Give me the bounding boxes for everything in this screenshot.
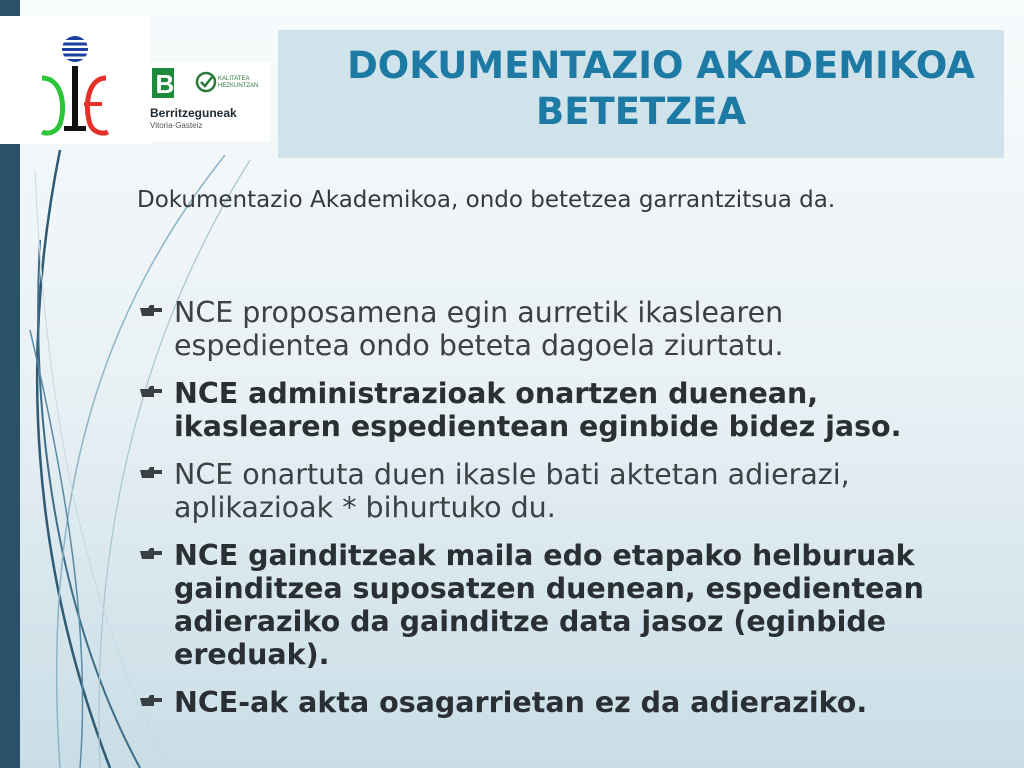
page-title-line2: BETETZEA — [536, 90, 746, 133]
page-title-line1: DOKUMENTAZIO AKADEMIKOA — [347, 44, 975, 87]
b-letter-icon — [152, 68, 174, 99]
bullet-text: NCE proposamena egin aurretik ikaslearen espedientea ondo beteta dagoela ziurtatu. — [174, 296, 784, 362]
dje-logo — [0, 16, 150, 144]
kalitatea-line1: KALITATEA — [218, 76, 250, 82]
bullet-item — [136, 686, 936, 719]
bullet-item — [136, 296, 936, 362]
title-banner — [278, 30, 1004, 158]
berritzeguneak-logo — [146, 62, 270, 142]
berritzeguneak-name: Berritzeguneak — [150, 106, 237, 120]
pointing-hand-icon — [138, 465, 164, 483]
pointing-hand-icon — [138, 693, 164, 711]
kalitatea-line2: HEZKUNTZAN — [218, 83, 259, 89]
bullet-item — [136, 377, 936, 443]
pointing-hand-icon — [138, 384, 164, 402]
bullet-text: NCE onartuta duen ikasle bati aktetan adierazi, aplikazioak * bihurtuko du. — [174, 458, 850, 524]
bullet-item — [136, 539, 936, 671]
bullet-text: NCE administrazioak onartzen duenean, ikaslearen espedientean eginbide bidez jaso. — [174, 377, 902, 443]
bullet-text: NCE-ak akta osagarrietan ez da adieraziko. — [174, 686, 868, 719]
bullet-item — [136, 458, 936, 524]
intro-text: Dokumentazio Akademikoa, ondo betetzea garrantzitsua da. — [137, 187, 836, 213]
bullet-list — [136, 296, 936, 734]
kalitatea-icon — [197, 73, 215, 91]
pointing-hand-icon — [138, 546, 164, 564]
pointing-hand-icon — [138, 303, 164, 321]
bullet-text: NCE gainditzeak maila edo etapako helburuak gainditzea suposatzen duenean, espedientean adieraziko da gainditze data jasoz (eginbide ereduak). — [174, 539, 924, 671]
svg-text:B: B — [155, 69, 175, 99]
globe-icon — [60, 36, 90, 62]
berritzeguneak-location: Vitoria-Gasteiz — [150, 121, 203, 130]
